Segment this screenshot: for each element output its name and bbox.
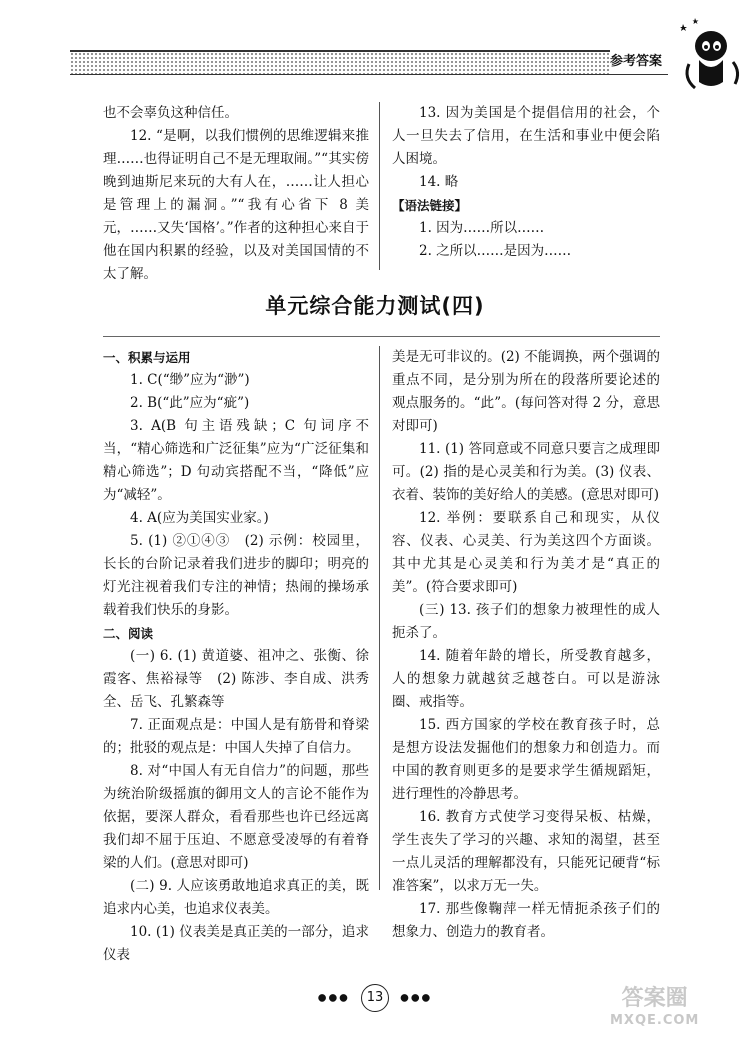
answer-paragraph: 美是无可非议的。(2) 不能调换，两个强调的重点不同，是分别为所在的段落所要论述的观点服务的。“此”。(每问答对得 2 分，意思对即可) [392,349,660,434]
header-dotted-band [70,50,610,74]
column-divider-bottom [379,346,381,890]
answer-paragraph: 12. “是啊，以我们惯例的思维逻辑来推理……也得证明自己不是无理取闹。”“其实傍晚到迪斯尼来玩的大有人在，……让人担心是管理上的漏洞。”“我有心省下 8 美元，……又失‘国格’。”作者的这种担心来自于他在国内积累的经验，以及对美国国情的不太了解。 [103,128,369,282]
footer-dots-left: ●●● [317,992,350,1004]
header-label: 参考答案 [610,54,663,69]
answer-paragraph: 13. 因为美国是个提倡信用的社会，个人一旦失去了信用，在生活和事业中便会陷人困境。 [392,105,660,167]
answer-paragraph: (一) 6. (1) 黄道婆、祖冲之、张衡、徐霞客、焦裕禄等 (2) 陈涉、李自成、洪秀全、岳飞、孔繁森等 [103,648,369,710]
answer-paragraph: 2. B(“此”应为“疵”) [130,395,250,411]
footer-dots-right: ●●● [400,992,433,1004]
page-title: 单元综合能力测试(四) [265,294,485,318]
answer-paragraph: (二) 9. 人应该勇敢地追求真正的美，既追求内心美，也追求仪表美。 [103,878,369,917]
column-divider-top [379,102,381,270]
page-header [70,44,750,84]
answer-paragraph: 5. (1) ②①④③ (2) 示例：校园里，长长的台阶记录着我们进步的脚印；明亮的灯光注视着我们专注的神情；热闹的操场承载着我们快乐的身影。 [103,533,369,618]
answer-paragraph: 15. 西方国家的学校在教育孩子时，总是想方设法发掘他们的想象力和创造力。而中国的教育则更多的是要求学生循规蹈矩，进行理性的冷静思考。 [392,717,660,802]
bottom-left-column [103,346,369,967]
title-rule [103,336,660,337]
answer-paragraph: 14. 略 [419,174,459,190]
answer-paragraph: 16. 教育方式使学习变得呆板、枯燥，学生丧失了学习的兴趣、求知的渴望，甚至一点儿灵活的理解都没有，只能死记硬背“标准答案”，以求万无一失。 [392,809,660,894]
section-heading: 【语法链接】 [392,198,468,213]
answer-paragraph: 也不会辜负这种信任。 [103,105,238,121]
top-left-column [103,102,369,286]
answer-paragraph: 14. 随着年龄的增长，所受教育越多，人的想象力就越贫乏越苍白。可以是游泳圈、戒指等。 [392,648,660,710]
answer-paragraph: 3. A(B 句主语残缺；C 句词序不当，“精心筛选和广泛征集”应为“广泛征集和精心筛选”；D 句动宾搭配不当，“降低”应为“减轻”。 [103,418,369,503]
answer-paragraph: 10. (1) 仪表美是真正美的一部分，追求仪表 [103,924,369,963]
answer-paragraph: 8. 对“中国人有无自信力”的问题，那些为统治阶级摇旗的御用文人的言论不能作为依据，要深人群众，看看那些也许已经远离我们却不屈于压迫、不愿意受凌辱的有着脊梁的人们。(意思对即可) [103,763,369,871]
watermark [610,988,699,1032]
section-heading: 二、阅读 [103,626,154,641]
answer-paragraph: 2. 之所以……是因为…… [419,243,572,259]
answer-paragraph: 1. C(“缈”应为“渺”) [130,372,250,388]
top-right-column [392,102,660,263]
answer-paragraph: (三) 13. 孩子们的想象力被理性的成人扼杀了。 [392,602,660,641]
answer-paragraph: 17. 那些像鞠萍一样无情扼杀孩子们的想象力、创造力的教育者。 [392,901,660,940]
answer-paragraph: 7. 正面观点是：中国人是有筋骨和脊梁的；批驳的观点是：中国人失掉了自信力。 [103,717,369,756]
watermark-text: 答案圈 [621,986,688,1011]
page-number: 13 [361,984,389,1012]
answer-paragraph: 1. 因为……所以…… [419,220,545,236]
watermark-url: MXQE.COM [610,1013,700,1028]
section-heading: 一、积累与运用 [103,350,191,365]
mascot-icon [675,16,745,96]
answer-paragraph: 4. A(应为美国实业家。) [130,510,269,526]
bottom-right-column [392,346,660,944]
answer-paragraph: 12. 举例：要联系自己和现实，从仪容、仪表、心灵美、行为美这四个方面谈。其中尤其是心灵美和行为美才是“真正的美”。(符合要求即可) [392,510,660,595]
header-rule [70,74,668,75]
answer-paragraph: 11. (1) 答同意或不同意只要言之成理即可。(2) 指的是心灵美和行为美。(3) 仪表、衣着、装饰的美好给人的美感。(意思对即可) [392,441,660,503]
